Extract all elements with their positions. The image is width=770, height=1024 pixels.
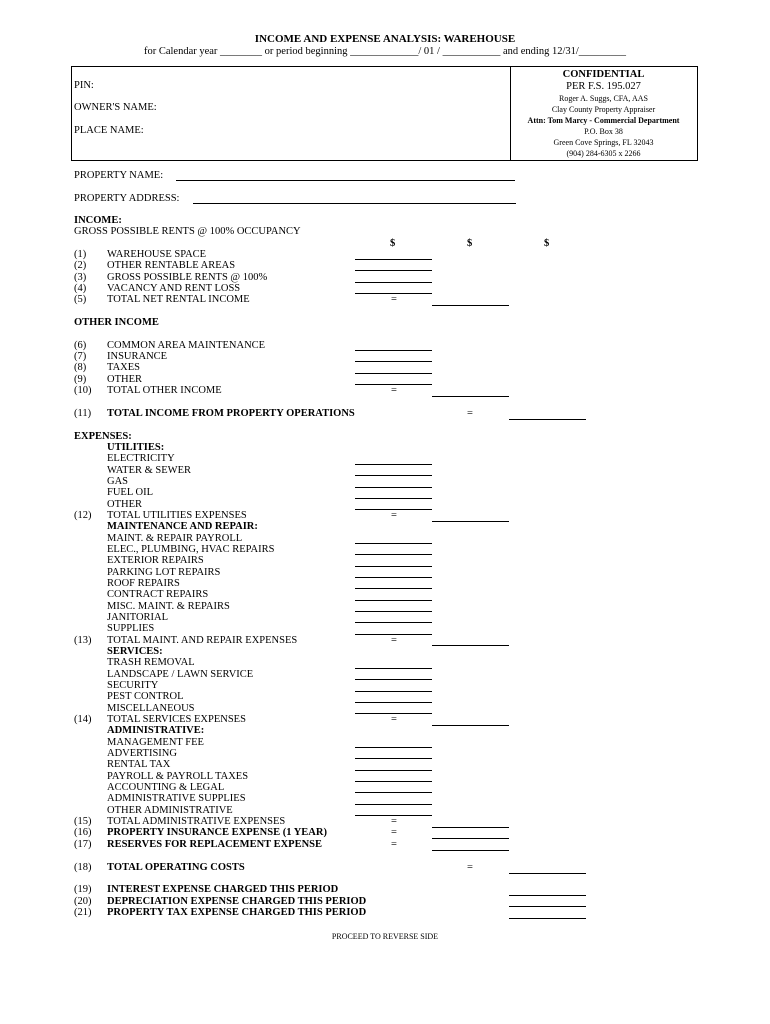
equals-sign: = <box>391 510 397 521</box>
entry-field[interactable] <box>355 350 432 351</box>
currency-col-1: $ <box>390 238 396 249</box>
row-label: TOTAL NET RENTAL INCOME <box>107 294 250 305</box>
row-label: TRASH REMOVAL <box>107 657 195 668</box>
entry-field[interactable] <box>355 270 432 271</box>
entry-field[interactable] <box>355 554 432 555</box>
row-number: (19) <box>74 884 92 895</box>
equals-sign: = <box>391 385 397 396</box>
entry-field[interactable] <box>509 918 586 919</box>
row-number: (3) <box>74 272 87 283</box>
total-field[interactable] <box>432 305 509 306</box>
row-number: (14) <box>74 714 92 725</box>
row-number: (7) <box>74 351 87 362</box>
row-label: TAXES <box>107 362 140 373</box>
row-label: ACCOUNTING & LEGAL <box>107 782 225 793</box>
property-name-label: PROPERTY NAME: <box>74 170 164 181</box>
row-label: GAS <box>107 476 129 487</box>
row-number: (20) <box>74 896 92 907</box>
entry-field[interactable] <box>355 691 432 692</box>
row-number: (4) <box>74 283 87 294</box>
row-label: GROSS POSSIBLE RENTS @ 100% <box>107 272 268 283</box>
entry-field[interactable] <box>355 464 432 465</box>
row-label: PARKING LOT REPAIRS <box>107 567 221 578</box>
entry-field[interactable] <box>355 702 432 703</box>
income-subheading: GROSS POSSIBLE RENTS @ 100% OCCUPANCY <box>74 226 301 237</box>
form-title: INCOME AND EXPENSE ANALYSIS: WAREHOUSE <box>254 33 516 45</box>
equals-sign: = <box>391 714 397 725</box>
entry-field[interactable] <box>509 906 586 907</box>
row-label: PAYROLL & PAYROLL TAXES <box>107 771 249 782</box>
row-label: CONTRACT REPAIRS <box>107 589 209 600</box>
total-field[interactable] <box>432 725 509 726</box>
row-label: RESERVES FOR REPLACEMENT EXPENSE <box>107 839 323 850</box>
row-number: (5) <box>74 294 87 305</box>
equals-sign: = <box>391 827 397 838</box>
entry-field[interactable] <box>355 679 432 680</box>
income-heading: INCOME: <box>74 215 122 226</box>
row-label: ELEC., PLUMBING, HVAC REPAIRS <box>107 544 275 555</box>
row-label: TOTAL UTILITIES EXPENSES <box>107 510 247 521</box>
entry-field[interactable] <box>355 747 432 748</box>
entry-field[interactable] <box>355 600 432 601</box>
entry-field[interactable] <box>355 282 432 283</box>
entry-field[interactable] <box>355 475 432 476</box>
equals-sign: = <box>467 862 473 873</box>
row-label: TOTAL ADMINISTRATIVE EXPENSES <box>107 816 286 827</box>
row-number: (9) <box>74 374 87 385</box>
row-number: (11) <box>74 408 92 419</box>
entry-field[interactable] <box>355 611 432 612</box>
entry-field[interactable] <box>355 668 432 669</box>
grand-total-field[interactable] <box>509 873 586 874</box>
entry-field[interactable] <box>355 758 432 759</box>
row-label: TOTAL SERVICES EXPENSES <box>107 714 246 725</box>
row-number: (10) <box>74 385 92 396</box>
row-label: VACANCY AND RENT LOSS <box>107 283 241 294</box>
equals-sign: = <box>391 635 397 646</box>
row-label: RENTAL TAX <box>107 759 171 770</box>
property-name-field[interactable] <box>176 180 515 181</box>
statute-label: PER F.S. 195.027 <box>566 81 641 92</box>
place-name-label: PLACE NAME: <box>74 125 144 136</box>
grand-total-field[interactable] <box>509 419 586 420</box>
row-number: (18) <box>74 862 92 873</box>
entry-field[interactable] <box>355 498 432 499</box>
maintenance-heading: MAINTENANCE AND REPAIR: <box>107 521 258 532</box>
row-label: FUEL OIL <box>107 487 153 498</box>
row-number: (1) <box>74 249 87 260</box>
row-label: OTHER <box>107 499 142 510</box>
row-label: TOTAL OPERATING COSTS <box>107 862 245 873</box>
total-field[interactable] <box>432 645 509 646</box>
row-label: ELECTRICITY <box>107 453 175 464</box>
row-label: TOTAL INCOME FROM PROPERTY OPERATIONS <box>107 408 355 419</box>
other-income-heading: OTHER INCOME <box>74 317 159 328</box>
equals-sign: = <box>467 408 473 419</box>
pin-label: PIN: <box>74 80 94 91</box>
entry-field[interactable] <box>355 543 432 544</box>
period-line: for Calendar year ________ or period beginning _____________/ 01 / ___________ and ending 12/31/_________ <box>143 46 627 57</box>
entry-field[interactable] <box>355 622 432 623</box>
property-address-field[interactable] <box>193 203 516 204</box>
entry-field[interactable] <box>355 577 432 578</box>
row-label: MAINT. & REPAIR PAYROLL <box>107 533 243 544</box>
row-label: DEPRECIATION EXPENSE CHARGED THIS PERIOD <box>107 896 367 907</box>
row-label: MISCELLANEOUS <box>107 703 195 714</box>
confidential-label: CONFIDENTIAL <box>562 69 645 80</box>
row-number: (21) <box>74 907 92 918</box>
row-number: (15) <box>74 816 92 827</box>
row-label: JANITORIAL <box>107 612 169 623</box>
total-field[interactable] <box>432 850 509 851</box>
owner-name-label: OWNER'S NAME: <box>74 102 157 113</box>
row-number: (16) <box>74 827 92 838</box>
entry-field[interactable] <box>355 781 432 782</box>
row-label: TOTAL MAINT. AND REPAIR EXPENSES <box>107 635 298 646</box>
row-label: INSURANCE <box>107 351 168 362</box>
row-label: OTHER ADMINISTRATIVE <box>107 805 233 816</box>
attention-line: Attn: Tom Marcy - Commercial Department <box>527 116 680 125</box>
row-label: PROPERTY INSURANCE EXPENSE (1 YEAR) <box>107 827 327 838</box>
row-number: (12) <box>74 510 92 521</box>
phone-line: (904) 284-6305 x 2266 <box>566 149 641 158</box>
row-label: MISC. MAINT. & REPAIRS <box>107 601 230 612</box>
row-label: OTHER RENTABLE AREAS <box>107 260 236 271</box>
entry-field[interactable] <box>355 792 432 793</box>
row-label: INTEREST EXPENSE CHARGED THIS PERIOD <box>107 884 339 895</box>
po-box: P.O. Box 38 <box>584 127 623 136</box>
appraiser-name: Roger A. Suggs, CFA, AAS <box>559 94 648 103</box>
entry-field[interactable] <box>355 770 432 771</box>
property-address-label: PROPERTY ADDRESS: <box>74 193 180 204</box>
entry-field[interactable] <box>355 588 432 589</box>
administrative-heading: ADMINISTRATIVE: <box>107 725 205 736</box>
row-number: (17) <box>74 839 92 850</box>
total-field[interactable] <box>432 521 509 522</box>
equals-sign: = <box>391 839 397 850</box>
row-label: EXTERIOR REPAIRS <box>107 555 204 566</box>
entry-field[interactable] <box>509 895 586 896</box>
equals-sign: = <box>391 816 397 827</box>
row-number: (6) <box>74 340 87 351</box>
expenses-heading: EXPENSES: <box>74 431 132 442</box>
row-label: WATER & SEWER <box>107 465 191 476</box>
entry-field[interactable] <box>355 259 432 260</box>
row-number: (2) <box>74 260 87 271</box>
entry-field[interactable] <box>355 361 432 362</box>
utilities-heading: UTILITIES: <box>107 442 165 453</box>
total-field[interactable] <box>432 827 509 828</box>
city-line: Green Cove Springs, FL 32043 <box>553 138 654 147</box>
row-label: COMMON AREA MAINTENANCE <box>107 340 266 351</box>
currency-col-3: $ <box>544 238 550 249</box>
services-heading: SERVICES: <box>107 646 163 657</box>
row-label: PEST CONTROL <box>107 691 184 702</box>
entry-field[interactable] <box>355 487 432 488</box>
total-field[interactable] <box>432 838 509 839</box>
row-label: WAREHOUSE SPACE <box>107 249 207 260</box>
row-label: SUPPLIES <box>107 623 155 634</box>
entry-field[interactable] <box>355 804 432 805</box>
equals-sign: = <box>391 294 397 305</box>
row-label: ADMINISTRATIVE SUPPLIES <box>107 793 246 804</box>
currency-col-2: $ <box>467 238 473 249</box>
row-label: MANAGEMENT FEE <box>107 737 204 748</box>
footer-note: PROCEED TO REVERSE SIDE <box>331 932 439 941</box>
row-number: (8) <box>74 362 87 373</box>
row-label: ADVERTISING <box>107 748 177 759</box>
row-label: SECURITY <box>107 680 159 691</box>
row-label: ROOF REPAIRS <box>107 578 180 589</box>
row-label: OTHER <box>107 374 142 385</box>
row-label: LANDSCAPE / LAWN SERVICE <box>107 669 254 680</box>
appraiser-office: Clay County Property Appraiser <box>551 105 656 114</box>
row-label: PROPERTY TAX EXPENSE CHARGED THIS PERIOD <box>107 907 367 918</box>
entry-field[interactable] <box>355 566 432 567</box>
row-number: (13) <box>74 635 92 646</box>
entry-field[interactable] <box>355 373 432 374</box>
total-field[interactable] <box>432 396 509 397</box>
row-label: TOTAL OTHER INCOME <box>107 385 222 396</box>
